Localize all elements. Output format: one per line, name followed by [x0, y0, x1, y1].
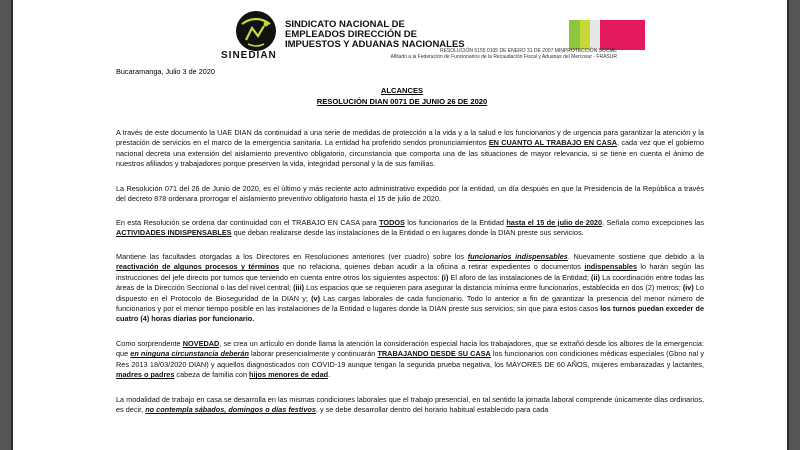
stripe-green [569, 20, 580, 50]
resolution-reference: RESOLUCIÓN 5155 0105 DE ENERO 31 DE 2007 MINPROTECCIÓN SOCIAL [439, 48, 617, 54]
org-line-1: SINDICATO NACIONAL DE [285, 19, 405, 30]
stripe-lime [580, 20, 590, 50]
document-subtitle: RESOLUCIÓN DIAN 0071 DE JUNIO 26 DE 2020 [316, 97, 488, 106]
document-page [11, 0, 789, 450]
organization-name [285, 20, 465, 50]
city-date: Bucaramanga, Julio 3 de 2020 [116, 67, 215, 76]
logo-wordmark: SINEDIAN [221, 50, 277, 61]
paragraph-2: La Resolución 071 del 26 de Junio de 2020, es el último y más reciente acto administrativo expedido por la entidad, un día después en que la Presidencia de la República a través del decreto 878 ordenara prorrogar el aislamiento preventivo obligatorio hasta el 15 de julio de 2020. [116, 184, 704, 204]
color-stripes [569, 20, 645, 50]
sinedian-logo-icon [226, 10, 286, 52]
paragraph-3: En esta Resolución se ordena dar continuidad con el TRABAJO EN CASA para TODOS los funcionarios de la Entidad hasta el 15 de julio de 2020, Señala como excepciones las ACTIVIDADES INDISPENSABLES que deban realizarse desde las instalaciones de la Entidad o en lugares donde la DIAN preste sus servicios. [116, 218, 704, 238]
affiliation-text: Afiliado a la Federación de Funcionarios de la Recaudación Fiscal y Aduanas del Mercosur - FRASUR [390, 54, 617, 60]
document-title: ALCANCES [380, 86, 424, 95]
paragraph-4: Mantiene las facultades otorgadas a los Directores en Resoluciones anteriores (ver cuadro) sobre los funcionarios indispensables. Nuevamente sostiene que debido a la reactivación de algunos procesos y términos que no relaciona, quienes deban acudir a la oficina a retirar expedientes o documentos indispensables lo harán según las instrucciones del jefe directo por turnos que teniendo en cuenta entre otros los siguientes aspectos: (i) El aforo de las instalaciones de la Entidad; (ii) La coordinación entre todas las áreas de la Dirección Seccional o las del nivel central; (iii) Los espacios que se requieren para asegurar la distancia mínima entre funcionarios, establecida en dos (2) metros; (iv) Lo dispuesto en el Protocolo de Bioseguridad de la DIAN y; (v) Las cargas laborales de cada funcionario. Todo lo anterior a fin de garantizar la presencia del menor número de funcionarios y por el menor tiempo posible en las instalaciones de la Entidad o lugares donde la DIAN preste sus servicios; sin que para estos casos los turnos puedan exceder de cuatro (4) horas diarias por funcionario. [116, 252, 705, 324]
paragraph-6: La modalidad de trabajo en casa se desarrolla en las mismas condiciones laborales que el trabajo presencial, en tal sentido la jornada laboral comprende únicamente días ordinarios, es decir, no contempla sábados, domingos o días festivos, y se debe desarrollar dentro del horario habitual establecido para cada [116, 395, 704, 415]
stripe-magenta [600, 20, 645, 50]
paragraph-5: Como sorprendente NOVEDAD, se crea un artículo en donde llama la atención la consideración especial hacia los trabajadores, que se extrañó desde los albores de la emergencia: que en ninguna circunstancia deberán laborar presencialmente y continuarán TRABAJANDO DESDE SU CASA los funcionarios con condiciones médicas especiales (Gbno nal y Res 2013 18/03/2020 DIAN) y aquellos diagnosticados con COVID-19 aunque tengan la segunda prueba negativa, los MAYORES DE 60 AÑOS, mujeres embarazadas y lactantes, madres o padres cabeza de familia con hijos menores de edad. [116, 339, 704, 380]
org-line-2: EMPLEADOS DIRECCIÓN DE [285, 29, 417, 40]
stripe-gray [590, 20, 600, 50]
paragraph-1: A través de este documento la UAE DIAN da continuidad a una serie de medidas de protección a la vida y a la salud e los funcionarios y de urgencia para garantizar la atención y la prestación de servicios en el marco de la emergencia sanitaria. La entidad ha proferido sendos pronunciamientos EN CUANTO AL TRABAJO EN CASA, cada vez que el gobierno nacional decreta una extensión del aislamiento preventivo obligatorio, circunstancia que comporta una de las situaciones de mayor relevancia, si se tiene en cuenta el ánimo de nuestros afiliados y trabajadores porque preserven la vida, integridad personal y la de sus familias. [116, 128, 704, 169]
org-line-3: IMPUESTOS Y ADUANAS NACIONALES [285, 39, 465, 50]
